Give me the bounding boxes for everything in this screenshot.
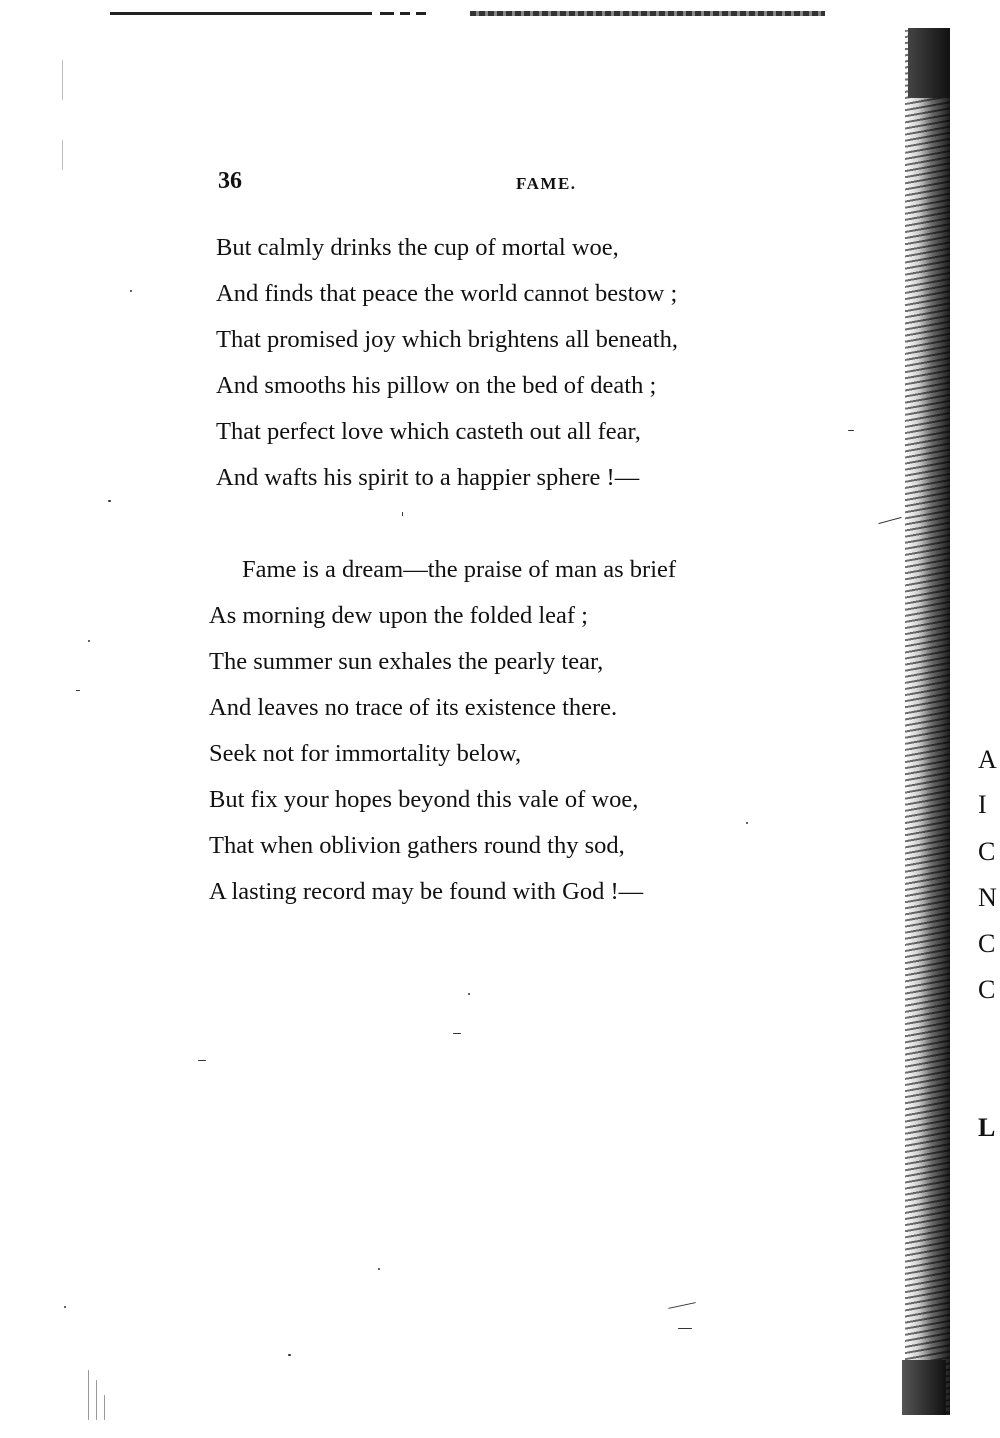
poem-line: And finds that peace the world cannot bestow ;: [216, 280, 678, 307]
scan-speck: [96, 1380, 97, 1420]
book-gutter-shadow: [905, 30, 950, 1415]
poem-line: And smooths his pillow on the bed of death ;: [216, 372, 657, 399]
scan-speck: [62, 60, 63, 100]
scan-speck: [668, 1302, 696, 1309]
facing-page-letter: N: [978, 883, 997, 912]
scan-speck: [62, 140, 63, 170]
poem-stanza-2: [209, 547, 676, 915]
poem-stanza-1: [216, 225, 678, 501]
scan-speck: [288, 1354, 291, 1356]
scan-speck: [88, 640, 90, 642]
scan-speck: [848, 430, 854, 431]
scan-speck: [878, 517, 901, 524]
scan-speck: [88, 1370, 89, 1420]
page-number: 36: [218, 168, 242, 194]
poem-line: That when oblivion gathers round thy sod,: [209, 832, 625, 859]
poem-line: But fix your hopes beyond this vale of woe,: [209, 786, 639, 813]
scan-speck: [76, 690, 80, 691]
poem-line: That promised joy which brightens all beneath,: [216, 326, 678, 353]
top-rule-dash: [416, 12, 426, 15]
poem-line: Seek not for immortality below,: [209, 740, 522, 767]
scan-speck: [453, 1033, 461, 1034]
top-rule-dash: [380, 12, 394, 15]
scan-speck: [108, 500, 111, 502]
poem-line: A lasting record may be found with God !—: [209, 878, 644, 905]
facing-page-letter: A: [978, 745, 997, 774]
facing-page-letter: L: [978, 1113, 996, 1142]
scan-speck: [130, 290, 132, 292]
top-rule-dash: [400, 12, 410, 15]
poem-line: That perfect love which casteth out all fear,: [216, 418, 641, 445]
book-gutter-bottom: [902, 1360, 946, 1415]
running-head: FAME.: [516, 174, 577, 193]
scan-speck: [198, 1060, 206, 1061]
poem-line: The summer sun exhales the pearly tear,: [209, 648, 604, 675]
poem-line: And wafts his spirit to a happier sphere !—: [216, 464, 640, 491]
top-rule: [110, 12, 372, 15]
page-header: [218, 168, 818, 198]
top-rule-textured: [470, 11, 825, 16]
scan-speck: [678, 1328, 692, 1329]
poem-line: And leaves no trace of its existence there.: [209, 694, 618, 721]
poem-line: As morning dew upon the folded leaf ;: [209, 602, 588, 629]
scan-speck: [468, 993, 470, 995]
facing-page-letter: C: [978, 929, 996, 958]
poem-line: Fame is a dream—the praise of man as brief: [242, 556, 677, 583]
facing-page-letter: C: [978, 837, 996, 866]
book-gutter-top: [908, 28, 950, 98]
scan-speck: [64, 1306, 66, 1308]
scan-speck: [746, 822, 748, 824]
facing-page-letter: I: [978, 790, 987, 819]
scan-speck: [402, 512, 403, 516]
facing-page-letter: C: [978, 975, 996, 1004]
scan-speck: [104, 1395, 105, 1420]
poem-line: But calmly drinks the cup of mortal woe,: [216, 234, 619, 261]
scan-speck: [378, 1268, 380, 1270]
